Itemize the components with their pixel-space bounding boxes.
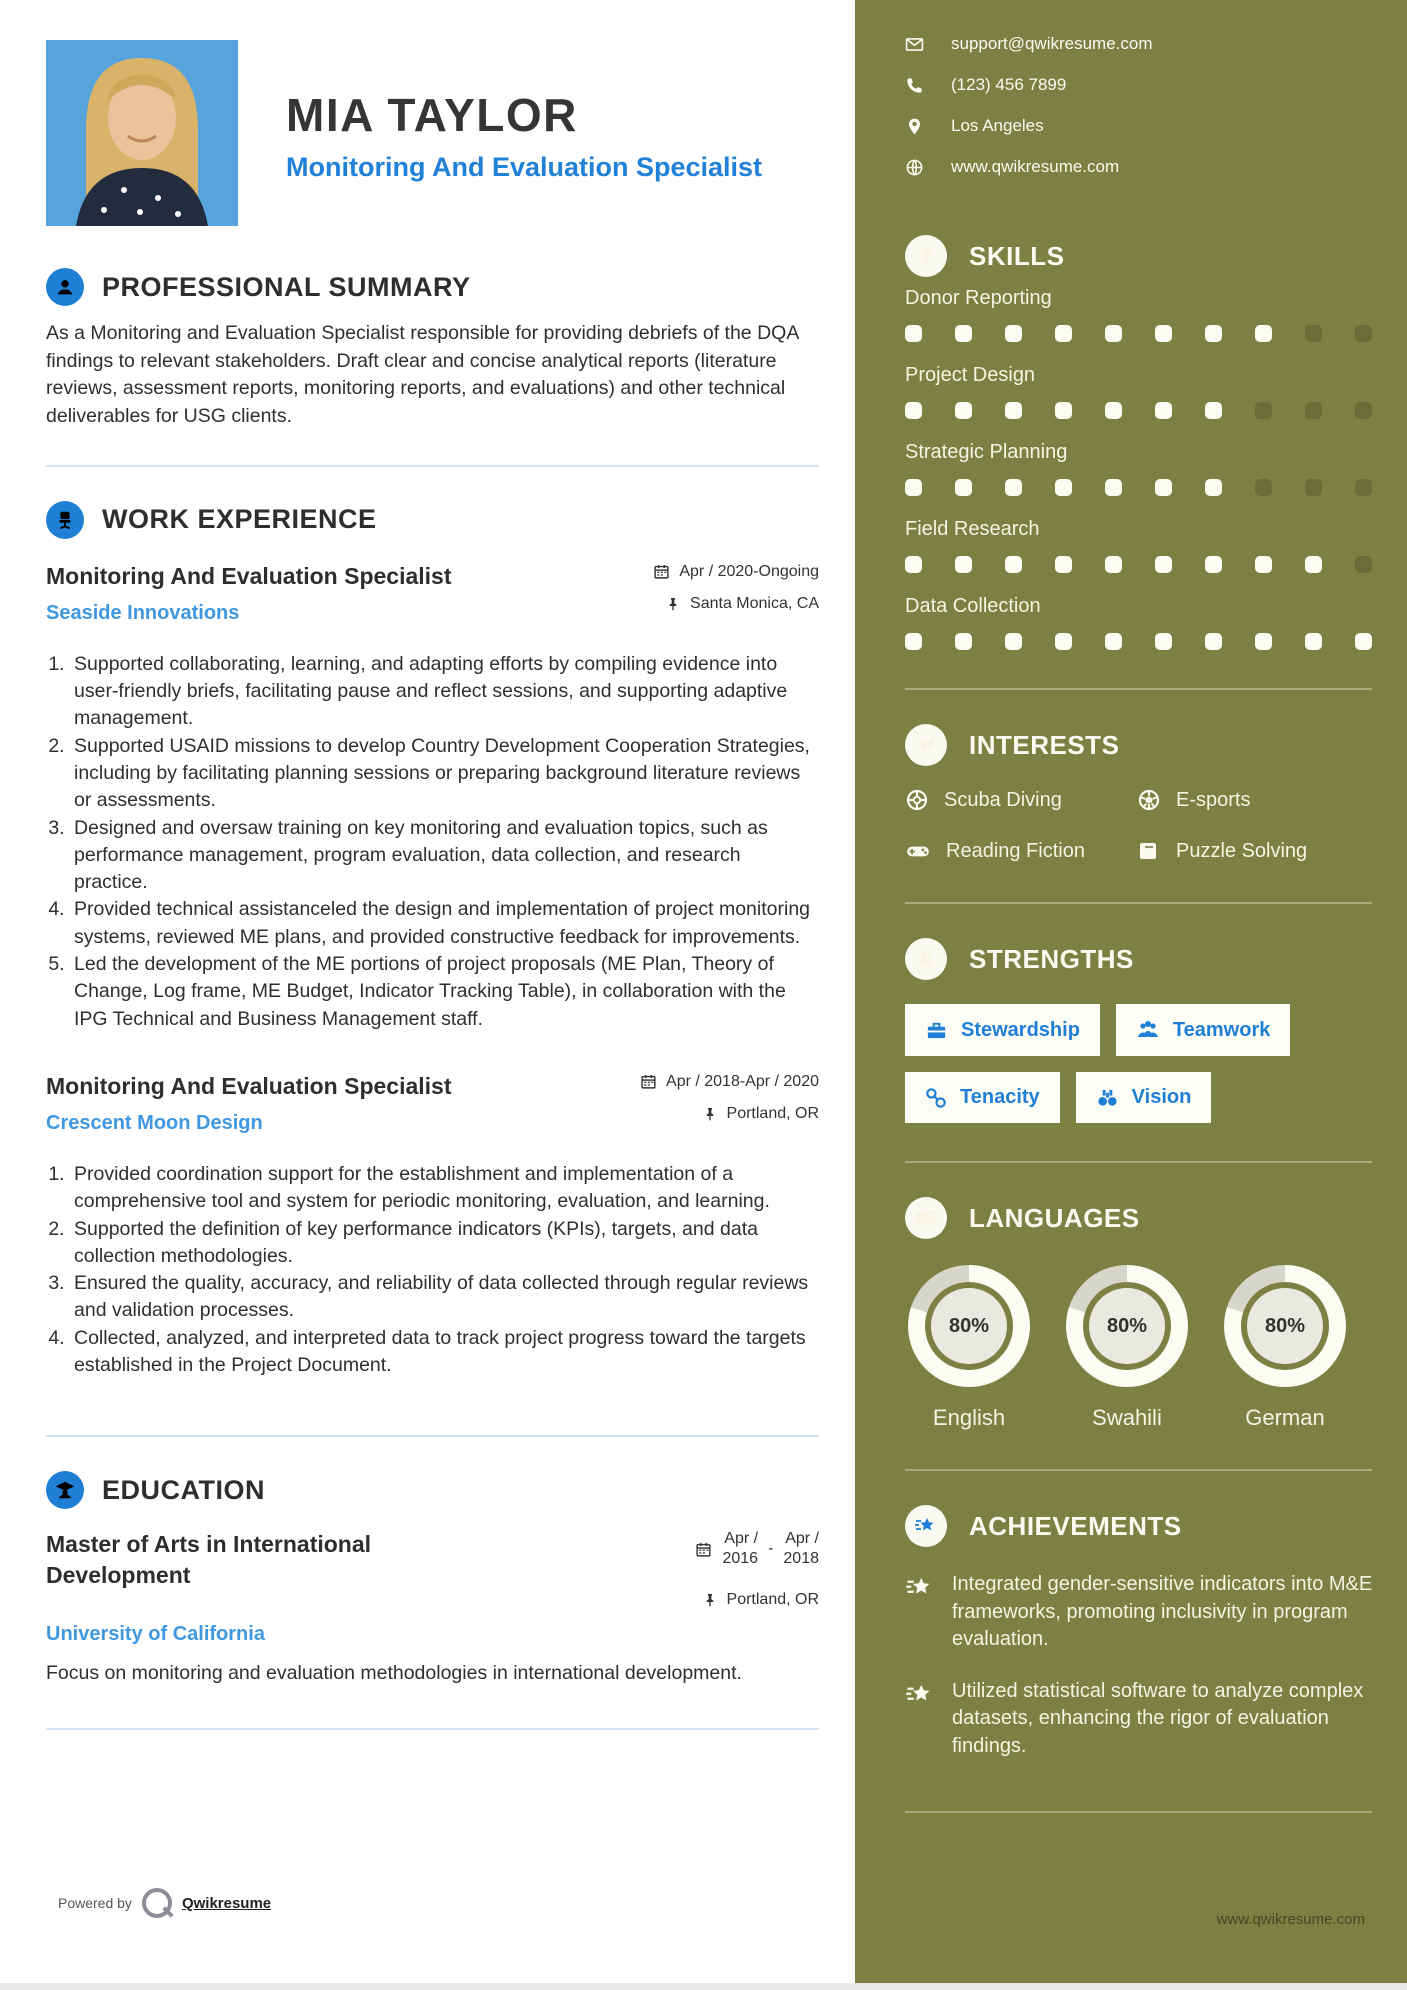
language-percent: 80%	[1247, 1288, 1323, 1364]
pushpin-icon	[702, 1106, 718, 1122]
contact-phone-row[interactable]	[905, 75, 1372, 95]
book-icon	[1137, 839, 1161, 863]
skill-level-dots	[905, 633, 1372, 650]
skill-level-dots	[905, 556, 1372, 573]
skill-item	[905, 364, 1372, 419]
skill-dot-empty	[1355, 479, 1372, 496]
skill-dot-filled	[1205, 479, 1222, 496]
summary-text: As a Monitoring and Evaluation Specialist responsible for providing debriefs of the DQA findings to relevant stakeholders. Draft clear and concise analytical reports (literature reviews, assessment reports, monitoring reports, and evaluations) and other technical deliverables for USG clients.	[46, 322, 799, 428]
contact-location-row	[905, 116, 1372, 136]
ball-icon	[1137, 788, 1161, 812]
summary-heading: PROFESSIONAL SUMMARY	[102, 271, 471, 302]
divider	[905, 688, 1372, 690]
skill-item	[905, 441, 1372, 496]
skill-dot-filled	[955, 325, 972, 342]
interest-item	[1137, 838, 1372, 864]
job-entry	[46, 1073, 819, 1379]
header-text	[286, 40, 762, 183]
skill-dot-filled	[1055, 633, 1072, 650]
skill-dot-filled	[1055, 556, 1072, 573]
skill-level-dots	[905, 325, 1372, 342]
language-name: English	[932, 1405, 1006, 1430]
lightbulb-icon	[905, 235, 947, 277]
work-heading-row	[46, 501, 819, 539]
divider	[905, 1811, 1372, 1813]
job-date: Apr / 2020-Ongoing	[679, 562, 819, 580]
job-bullet: 1. Supported collaborating, learning, and adapting efforts by compiling evidence into user-friendly briefs, facilitating pause and reflect sessions, and supporting adaptive management.	[70, 651, 819, 733]
summary-section	[46, 268, 819, 431]
education-date-separator: -	[768, 1540, 774, 1558]
achievement-text: Utilized statistical software to analyze complex datasets, enhancing the rigor of evaluation findings.	[952, 1679, 1364, 1757]
skill-dot-filled	[1105, 479, 1122, 496]
skill-name: Project Design	[905, 364, 1036, 386]
education-start-month: Apr /	[724, 1530, 759, 1548]
candidate-title: Monitoring And Evaluation Specialist	[286, 152, 763, 182]
strength-badge	[905, 1072, 1060, 1123]
job-bullet: 1. Provided coordination support for the establishment and implementation of a comprehensive tool and system for periodic monitoring, evaluation, and learning.	[70, 1161, 819, 1216]
skill-dot-filled	[1105, 325, 1122, 342]
calendar-icon	[695, 1541, 712, 1558]
language-percent: 80%	[1089, 1288, 1165, 1364]
paper-plane-icon	[905, 724, 947, 766]
education-location: Portland, OR	[726, 1591, 819, 1609]
language-name: German	[1245, 1405, 1325, 1430]
contact-phone: (123) 456 7899	[951, 75, 1067, 94]
skill-dot-filled	[1255, 633, 1272, 650]
summary-heading-row	[46, 268, 819, 306]
skill-dot-empty	[1355, 556, 1372, 573]
job-location: Santa Monica, CA	[690, 594, 819, 612]
achievements-heading: ACHIEVEMENTS	[969, 1510, 1182, 1541]
skill-dot-filled	[955, 556, 972, 573]
phone-icon	[905, 76, 924, 95]
strength-badge	[1076, 1072, 1212, 1123]
skill-dot-empty	[1305, 325, 1322, 342]
divider	[905, 902, 1372, 904]
skill-dot-filled	[1105, 402, 1122, 419]
job-company[interactable]: Crescent Moon Design	[46, 1111, 263, 1134]
skill-dot-filled	[1155, 633, 1172, 650]
interest-label: Puzzle Solving	[1176, 839, 1308, 862]
strength-badge	[905, 1004, 1100, 1056]
strength-label: Vision	[1131, 1086, 1192, 1108]
skill-dot-filled	[1205, 325, 1222, 342]
strength-label: Teamwork	[1172, 1018, 1271, 1041]
skill-dot-filled	[1355, 633, 1372, 650]
page-bottom-strip	[0, 1983, 1407, 1990]
contact-website: www.qwikresume.com	[951, 157, 1120, 176]
skill-dot-filled	[1205, 402, 1222, 419]
header	[46, 40, 819, 226]
skill-dot-empty	[1355, 325, 1372, 342]
job-bullet: 4. Collected, analyzed, and interpreted data to track project progress toward the targets established in the Project Document.	[70, 1325, 819, 1380]
skill-dot-filled	[1005, 633, 1022, 650]
skill-name: Donor Reporting	[905, 287, 1052, 309]
team-icon	[1136, 1018, 1160, 1042]
achievement-item	[905, 1571, 1385, 1654]
interests-heading: INTERESTS	[969, 729, 1120, 760]
skill-dot-filled	[1155, 479, 1172, 496]
person-icon	[46, 268, 84, 306]
school-name[interactable]: University of California	[46, 1623, 265, 1646]
skill-dot-filled	[1005, 325, 1022, 342]
pushpin-icon	[665, 596, 681, 612]
job-location: Portland, OR	[726, 1104, 819, 1122]
interest-label: E-sports	[1176, 788, 1251, 811]
skill-dot-filled	[1155, 402, 1172, 419]
skill-dot-filled	[1255, 556, 1272, 573]
interest-item	[905, 838, 1137, 864]
qwikresume-brand-link[interactable]: Qwikresume	[181, 1894, 272, 1912]
skill-dot-filled	[1305, 556, 1322, 573]
skill-dot-filled	[1005, 402, 1022, 419]
achievement-item	[905, 1678, 1385, 1761]
strength-label: Stewardship	[961, 1018, 1080, 1041]
shooting-star-icon	[905, 1680, 935, 1710]
job-title: Monitoring And Evaluation Specialist	[46, 1072, 452, 1099]
skill-dot-filled	[1105, 556, 1122, 573]
briefcase-icon	[925, 1019, 948, 1042]
wheel-icon	[905, 788, 929, 812]
skill-dot-filled	[1155, 325, 1172, 342]
strengths-section	[905, 938, 1372, 1123]
skill-dot-filled	[955, 479, 972, 496]
globe-icon	[905, 158, 924, 177]
education-dates	[695, 1529, 819, 1569]
skill-dot-empty	[1255, 479, 1272, 496]
skill-name: Strategic Planning	[905, 441, 1068, 463]
language-progress-ring	[1066, 1265, 1188, 1387]
education-entry	[46, 1529, 819, 1609]
skill-dot-filled	[1205, 633, 1222, 650]
divider	[46, 1728, 819, 1730]
skill-dot-filled	[1005, 556, 1022, 573]
job-entry	[46, 563, 819, 1033]
skills-heading: SKILLS	[969, 240, 1065, 271]
footer-powered	[58, 1888, 271, 1918]
language-item	[1063, 1265, 1191, 1431]
skill-dot-filled	[1155, 556, 1172, 573]
skill-name: Data Collection	[905, 595, 1041, 617]
candidate-name: MIA TAYLOR	[286, 89, 578, 141]
language-name: Swahili	[1092, 1405, 1162, 1430]
job-bullet: 3. Ensured the quality, accuracy, and reliability of data collected through regular reviews and validation processes.	[70, 1270, 819, 1325]
graduate-icon	[46, 1471, 84, 1509]
language-percent: 80%	[931, 1288, 1007, 1364]
contact-email-row[interactable]	[905, 34, 1372, 54]
right-column	[855, 0, 1407, 1990]
contact-block	[905, 34, 1372, 177]
job-bullet: 2. Supported USAID missions to develop Country Development Cooperation Strategies, including by facilitating planning sessions or preparing background literature reviews or assessments.	[70, 733, 819, 815]
job-bullet: 2. Supported the definition of key performance indicators (KPIs), targets, and data collection methodologies.	[70, 1216, 819, 1271]
binoculars-icon	[1096, 1086, 1119, 1109]
skill-dot-filled	[955, 633, 972, 650]
skill-dot-filled	[1305, 633, 1322, 650]
footer-site-url[interactable]: www.qwikresume.com	[1216, 1911, 1365, 1928]
language-progress-ring	[908, 1265, 1030, 1387]
divider	[46, 465, 819, 467]
skill-dot-filled	[1055, 479, 1072, 496]
contact-location: Los Angeles	[951, 116, 1044, 135]
pushpin-icon	[702, 1592, 718, 1608]
job-meta	[653, 563, 819, 613]
interest-item	[905, 788, 1137, 812]
strength-badge	[1116, 1004, 1290, 1056]
job-meta	[640, 1073, 819, 1123]
skill-dot-empty	[1355, 402, 1372, 419]
divider	[46, 1435, 819, 1437]
email-icon	[905, 35, 924, 54]
skill-level-dots	[905, 479, 1372, 496]
fist-icon	[905, 938, 947, 980]
powered-by-label: Powered by	[58, 1895, 132, 1911]
strengths-heading: STRENGTHS	[969, 943, 1134, 974]
skill-level-dots	[905, 402, 1372, 419]
skill-item	[905, 287, 1372, 342]
skill-dot-filled	[1105, 633, 1122, 650]
interests-section	[905, 724, 1372, 864]
education-end-month: Apr /	[785, 1530, 819, 1548]
work-section	[46, 501, 819, 1380]
job-bullet: 4. Provided technical assistanceled the design and implementation of project monitoring systems, reviewed ME plans, and provided constructive feedback for improvements.	[70, 896, 819, 951]
skill-dot-filled	[1255, 325, 1272, 342]
interest-label: Scuba Diving	[944, 788, 1062, 811]
skills-section	[905, 235, 1372, 650]
skill-dot-filled	[955, 402, 972, 419]
languages-section	[905, 1197, 1372, 1431]
skill-dot-empty	[1305, 402, 1322, 419]
education-description: Focus on monitoring and evaluation methodologies in international development.	[46, 1662, 742, 1685]
job-bullets	[70, 1161, 819, 1379]
skill-dot-filled	[905, 325, 922, 342]
profile-photo	[46, 40, 238, 226]
education-section	[46, 1471, 819, 1688]
education-heading: EDUCATION	[102, 1474, 265, 1505]
divider	[905, 1161, 1372, 1163]
achievements-section	[905, 1505, 1372, 1761]
job-company[interactable]: Seaside Innovations	[46, 601, 240, 624]
skill-dot-filled	[905, 402, 922, 419]
profile-photo-illustration	[46, 40, 238, 226]
skill-dot-filled	[1205, 556, 1222, 573]
office-chair-icon	[46, 501, 84, 539]
interest-label: Reading Fiction	[946, 839, 1085, 862]
job-bullet: 5. Led the development of the ME portions of project proposals (ME Plan, Theory of Change, Log frame, ME Budget, Indicator Tracking Table), in collaboration with the IPG Technical and Business Management staff.	[70, 951, 819, 1033]
translate-icon	[905, 1197, 947, 1239]
qwikresume-logo-icon	[142, 1888, 172, 1918]
language-item	[1221, 1265, 1349, 1431]
language-item	[905, 1265, 1033, 1431]
education-end-year: 2018	[783, 1550, 819, 1568]
interest-item	[1137, 788, 1372, 812]
strength-label: Tenacity	[960, 1086, 1040, 1108]
location-pin-icon	[905, 117, 924, 136]
chain-link-icon	[925, 1087, 947, 1109]
shooting-star-icon	[905, 1573, 935, 1603]
contact-website-row[interactable]	[905, 157, 1372, 177]
skill-item	[905, 595, 1372, 650]
job-title: Monitoring And Evaluation Specialist	[46, 562, 452, 589]
job-date: Apr / 2018-Apr / 2020	[666, 1072, 819, 1090]
skill-dot-filled	[905, 479, 922, 496]
education-start-year: 2016	[722, 1550, 759, 1568]
degree-title: Master of Arts in International Development	[46, 1531, 372, 1589]
gamepad-icon	[905, 838, 931, 864]
calendar-icon	[653, 563, 670, 580]
skill-dot-filled	[905, 633, 922, 650]
shooting-star-icon	[905, 1505, 947, 1547]
calendar-icon	[640, 1073, 657, 1090]
skill-dot-filled	[905, 556, 922, 573]
skill-dot-empty	[1255, 402, 1272, 419]
education-heading-row	[46, 1471, 819, 1509]
achievement-text: Integrated gender-sensitive indicators into M&E frameworks, promoting inclusivity in program evaluation.	[952, 1573, 1373, 1651]
job-bullet: 3. Designed and oversaw training on key monitoring and evaluation topics, such as performance management, program evaluation, data collection, and research practice.	[70, 815, 819, 897]
work-heading: WORK EXPERIENCE	[102, 504, 377, 535]
job-bullets	[70, 651, 819, 1033]
skill-item	[905, 518, 1372, 573]
skill-dot-empty	[1305, 479, 1322, 496]
languages-heading: LANGUAGES	[969, 1202, 1140, 1233]
skill-dot-filled	[1055, 325, 1072, 342]
language-progress-ring	[1224, 1265, 1346, 1387]
divider	[905, 1469, 1372, 1471]
skill-dot-filled	[1055, 402, 1072, 419]
skill-name: Field Research	[905, 518, 1040, 540]
contact-email: support@qwikresume.com	[951, 34, 1153, 53]
skill-dot-filled	[1005, 479, 1022, 496]
